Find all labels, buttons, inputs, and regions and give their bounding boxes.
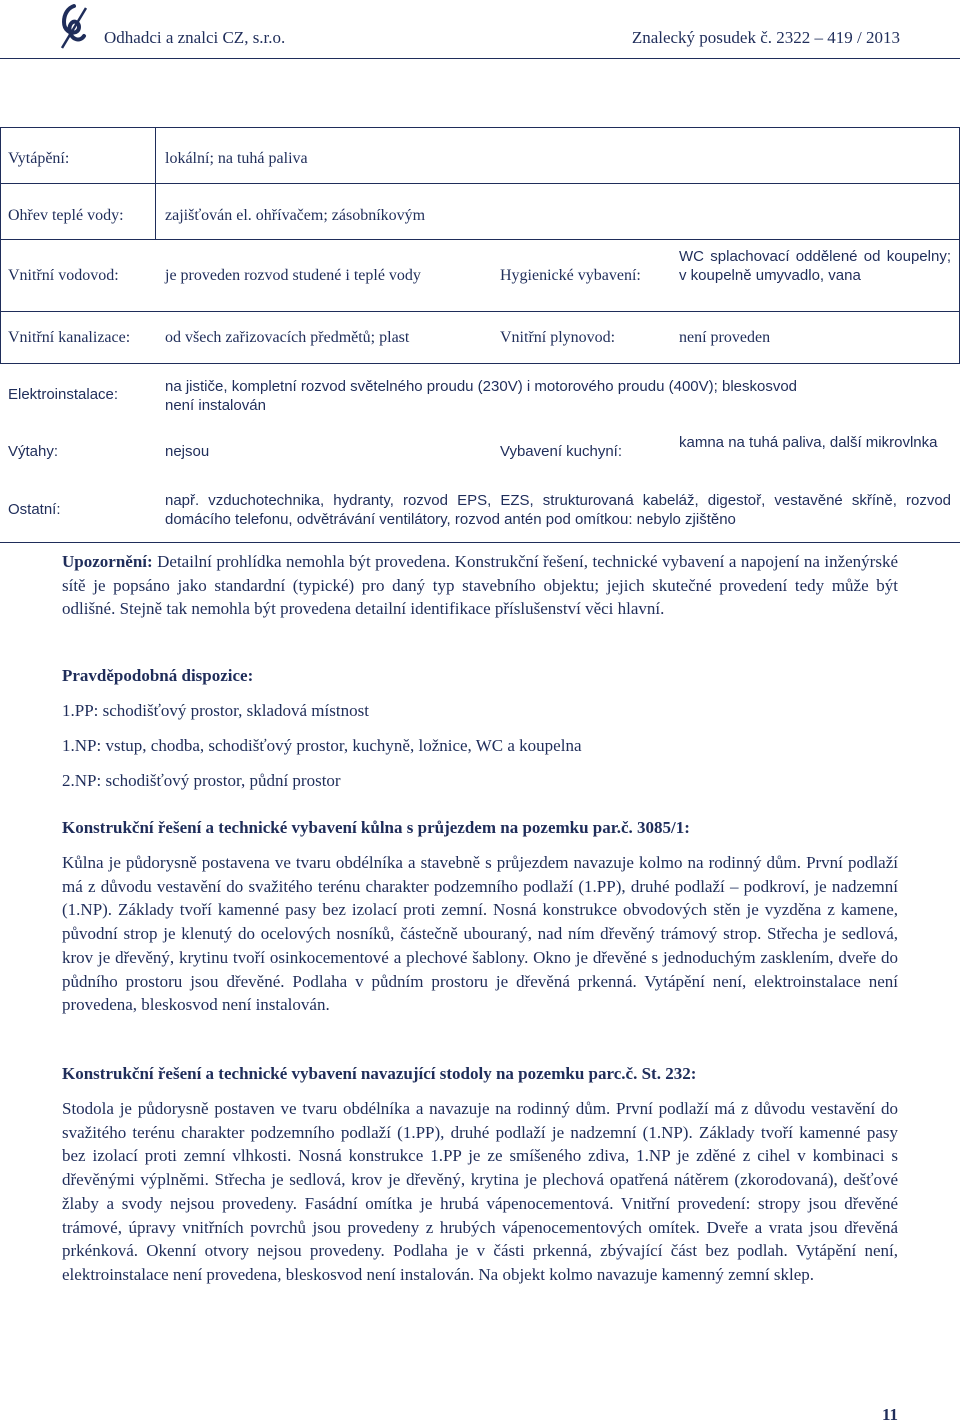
table-rule (0, 542, 960, 543)
table-rule (0, 127, 1, 363)
warning-paragraph (62, 550, 898, 621)
disposition-item: 1.PP: schodišťový prostor, skladová místnost (62, 701, 369, 720)
warning-label: Upozornění: (62, 552, 153, 571)
disposition-item: 1.NP: vstup, chodba, schodišťový prostor, kuchyně, ložnice, WC a koupelna (62, 736, 582, 755)
table-rule (0, 127, 960, 128)
equipment-table (0, 127, 960, 543)
table-rule (0, 363, 960, 364)
heating-value: lokální; na tuhá paliva (165, 150, 308, 167)
hot-water-value: zajišťován el. ohřívačem; zásobníkovým (165, 207, 426, 224)
hot-water-label: Ohřev teplé vody: (8, 207, 124, 224)
table-rule (155, 127, 156, 239)
water-label: Vnitřní vodovod: (8, 267, 119, 284)
page-number: 11 (881, 1405, 898, 1424)
disposition-heading: Pravděpodobná dispozice: (62, 666, 254, 685)
hygiene-label: Hygienické vybavení: (500, 267, 641, 284)
barn-text: Stodola je půdorysně postaven ve tvaru obdélníka a navazuje na rodinný dům. První podlaží má z důvodu vestavění do svažitého terénu charakter podzemního podlaží (1.PP), druhé podlaží je nadzemní (1.NP). Základy tvoří kamenné pasy bez izolací proti zemní vlhkosti. Nosná konstrukce 1.PP je ze smíšeného zdiva, 1.NP je zděné z cihel v kombinaci s dřevěnými výplněmi. Střecha je sedlová, krov je dřevěný, krytina je plechová opatřená nátěrem (zkorodovaná), dešťové žlaby a svody nejsou provedeny. Fasádní omítka je hrubá vápenocementová. Vnitřní provedení: stropy jsou dřevěné trámové, úpravy vnitřních povrchů jsou provedeny z hrubých vápenocementových omítek. Dveře a vrata jsou dřevěná prkénková. Okenní otvory nejsou provedeny. Podlaha je v části prkenná, zbývající část bez podlah. Vytápění není, elektroinstalace není provedena, bleskosvod není instalován. Na objekt kolmo navazuje kamenný zemní sklep. (62, 1099, 898, 1284)
barn-heading: Konstrukční řešení a technické vybavení navazující stodoly na pozemku parc.č. St. 232: (62, 1064, 697, 1083)
warning-text: Detailní prohlídka nemohla být provedena. Konstrukční řešení, technické vybavení a napojení na inženýrské sítě je popsáno jako standardní (typické) pro daný typ stavebního objektu; jejich skutečné provedení tedy může být odlišné. Stejně tak nemohla být provedena detailní identifikace příslušenství věci hlavní. (62, 552, 898, 619)
water-value: je proveden rozvod studené i teplé vody (165, 267, 421, 284)
table-rule (0, 183, 960, 184)
table-rule (0, 311, 960, 312)
other-label: Ostatní: (8, 501, 61, 518)
electro-value: na jističe, kompletní rozvod světelného proudu (230V) i motorového proudu (400V); bleskosvod není instalován (165, 378, 798, 414)
lifts-label: Výtahy: (8, 443, 59, 460)
company-name: Odhadci a znalci CZ, s.r.o. (104, 28, 286, 47)
shed-heading: Konstrukční řešení a technické vybavení kůlna s průjezdem na pozemku par.č. 3085/1: (62, 818, 690, 837)
hygiene-value: WC splachovací oddělené od koupelny; v koupelně umyvadlo, vana (679, 248, 951, 284)
gas-label: Vnitřní plynovod: (500, 329, 616, 346)
document-reference: Znalecký posudek č. 2322 – 419 / 2013 (631, 28, 900, 47)
kitchen-value: kamna na tuhá paliva, další mikrovlnka (679, 434, 938, 451)
table-rule (0, 239, 960, 240)
other-value: např. vzduchotechnika, hydranty, rozvod EPS, EZS, strukturovaná kabeláž, digestoř, vestavěné skříně, rozvod domácího telefonu, odvětrávání ventilátory, rozvod antén pod omítkou: nebylo zjištěno (165, 492, 951, 528)
page-header (0, 0, 960, 59)
gas-value: není proveden (679, 329, 771, 346)
lifts-value: nejsou (165, 443, 210, 460)
sewer-label: Vnitřní kanalizace: (8, 329, 131, 346)
disposition-item: 2.NP: schodišťový prostor, půdní prostor (62, 771, 341, 790)
kitchen-label: Vybavení kuchyní: (500, 443, 623, 460)
electro-label: Elektroinstalace: (8, 386, 119, 403)
company-logo-icon (58, 2, 90, 52)
sewer-value: od všech zařizovacích předmětů; plast (165, 329, 410, 346)
shed-text: Kůlna je půdorysně postavena ve tvaru obdélníka a stavebně s průjezdem navazuje kolmo na rodinný dům. První podlaží má z důvodu vestavění do svažitého terénu charakter podzemního podlaží (1.PP), druhé podlaží – podkroví, je nadzemní (1.NP). Základy tvoří kamenné pasy bez izolací proti zemní. Nosná konstrukce obvodových stěn je vyzděna z kamene, původní strop je klenutý do ocelových nosníků, částečně ubouraný, nad ním dřevěný trámový strop. Střecha je sedlová, krov je dřevěný, krytinu tvoří osinkocementové a plechové šablony. Okno je dřevěné s jednoduchým zasklením, dveře do půdního prostoru jsou dřevěné. Podlaha v půdním prostoru je dřevěná prkenná. Vytápění není, elektroinstalace není provedena, bleskosvod není instalován. (62, 853, 898, 1015)
heating-label: Vytápění: (8, 150, 70, 167)
